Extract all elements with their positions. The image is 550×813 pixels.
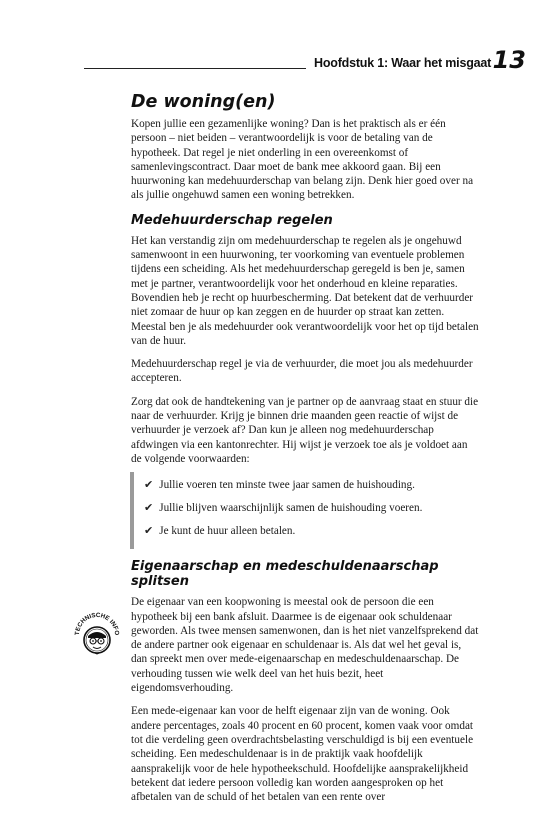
checkmark-icon: ✔ [144, 478, 154, 492]
condition-list [130, 472, 479, 549]
list-item [144, 478, 479, 492]
list-item-text: Jullie voeren ten minste twee jaar samen de huishouding. [159, 479, 415, 492]
list-item-text: Jullie blijven waarschijnlijk samen de huishouding voeren. [159, 502, 423, 515]
page-number: 13 [492, 46, 526, 74]
header-rule [84, 68, 306, 69]
paragraph: Zorg dat ook de handtekening van je partner op de aanvraag staat en stuur die naar de verhuurder. Krijg je binnen drie maanden geen reactie of wijst de verhuurder je verzoek af? Dan kun je alleen nog medehuurderschap afdwingen via een kantonrechter. Hij wijst je verzoek toe als je voldoet aan de volgende voorwaarden: [131, 395, 479, 465]
paragraph: Het kan verstandig zijn om medehuurderschap te regelen als je ongehuwd samenwoont in een huurwoning, ter voorkoming van eventuele problemen tijdens een scheiding. Als het medehuurderschap geregeld is ben je, samen met je partner, verantwoordelijk voor het onderhoud en kleine reparaties. Bovendien heb je recht op huurbescherming. Dat betekent dat de verhuurder niet zomaar de huur op kan zeggen en de huurder op straat kan zetten. Meestal ben je als medehuurder ook verantwoordelijk voor het op tijd betalen van de huur. [131, 234, 479, 347]
checkmark-icon: ✔ [144, 524, 154, 538]
checkmark-icon: ✔ [144, 501, 154, 515]
icon-label: TECHNISCHE INFO [73, 611, 121, 636]
paragraph: De eigenaar van een koopwoning is meestal ook de persoon die een hypotheek bij een bank afsluit. Daarmee is de eigenaar ook schuldenaar geworden. Als twee mensen samenwonen, dan is het niet vanzelfsprekend dat de andere partner ook eigenaar en schuldenaar is. Als dat wel het geval is, dan spreekt men over mede-eigenaarschap en medeschuldenaarschap. De verhouding tussen wie welk deel van het huis bezit, heet eigendomsverhouding. [131, 596, 479, 695]
paragraph: Medehuurderschap regel je via de verhuurder, die moet jou als medehuurder accepteren. [131, 358, 473, 385]
paragraph: Een mede-eigenaar kan voor de helft eigenaar zijn van de woning. Ook andere percentages, zoals 40 procent en 60 procent, komen vaak voor omdat tot die verdeling geen overdrachtsbelasting verschuldigd is bij een eventuele scheiding. Een medeschuldenaar is in de praktijk vaak hoofdelijk aansprakelijk voor de hele hypotheekschuld. Hoofdelijke aansprakelijkheid betekent dat iedere persoon volledig kan worden aangesproken op het afbetalen van de schuld of het betalen van een rente over [131, 705, 474, 804]
list-item [144, 501, 479, 515]
section-heading: De woning(en) [131, 92, 276, 112]
intro-paragraph: Kopen jullie een gezamenlijke woning? Dan is het praktisch als er één persoon – niet beiden – verantwoordelijk is voor de betaling van de hypotheek. Dat regel je niet onderling in een overeenkomst of samenlevingscontract. Daar moet de bank mee akkoord gaan. Bij een huurwoning kan medehuurderschap van belang zijn. Denk hier goed over na als jullie ongehuwd samen een woning betrekken. [131, 118, 474, 202]
subheading-medehuurderschap: Medehuurderschap regelen [131, 212, 333, 228]
page-body [131, 92, 479, 813]
running-head [84, 46, 526, 80]
list-item-text: Je kunt de huur alleen betalen. [159, 525, 296, 538]
technische-info-icon [72, 608, 122, 658]
list-item [144, 524, 479, 538]
chapter-title: Hoofdstuk 1: Waar het misgaat [314, 56, 492, 70]
subheading-eigenaarschap: Eigenaarschap en medeschuldenaarschap splitsen [131, 559, 439, 590]
